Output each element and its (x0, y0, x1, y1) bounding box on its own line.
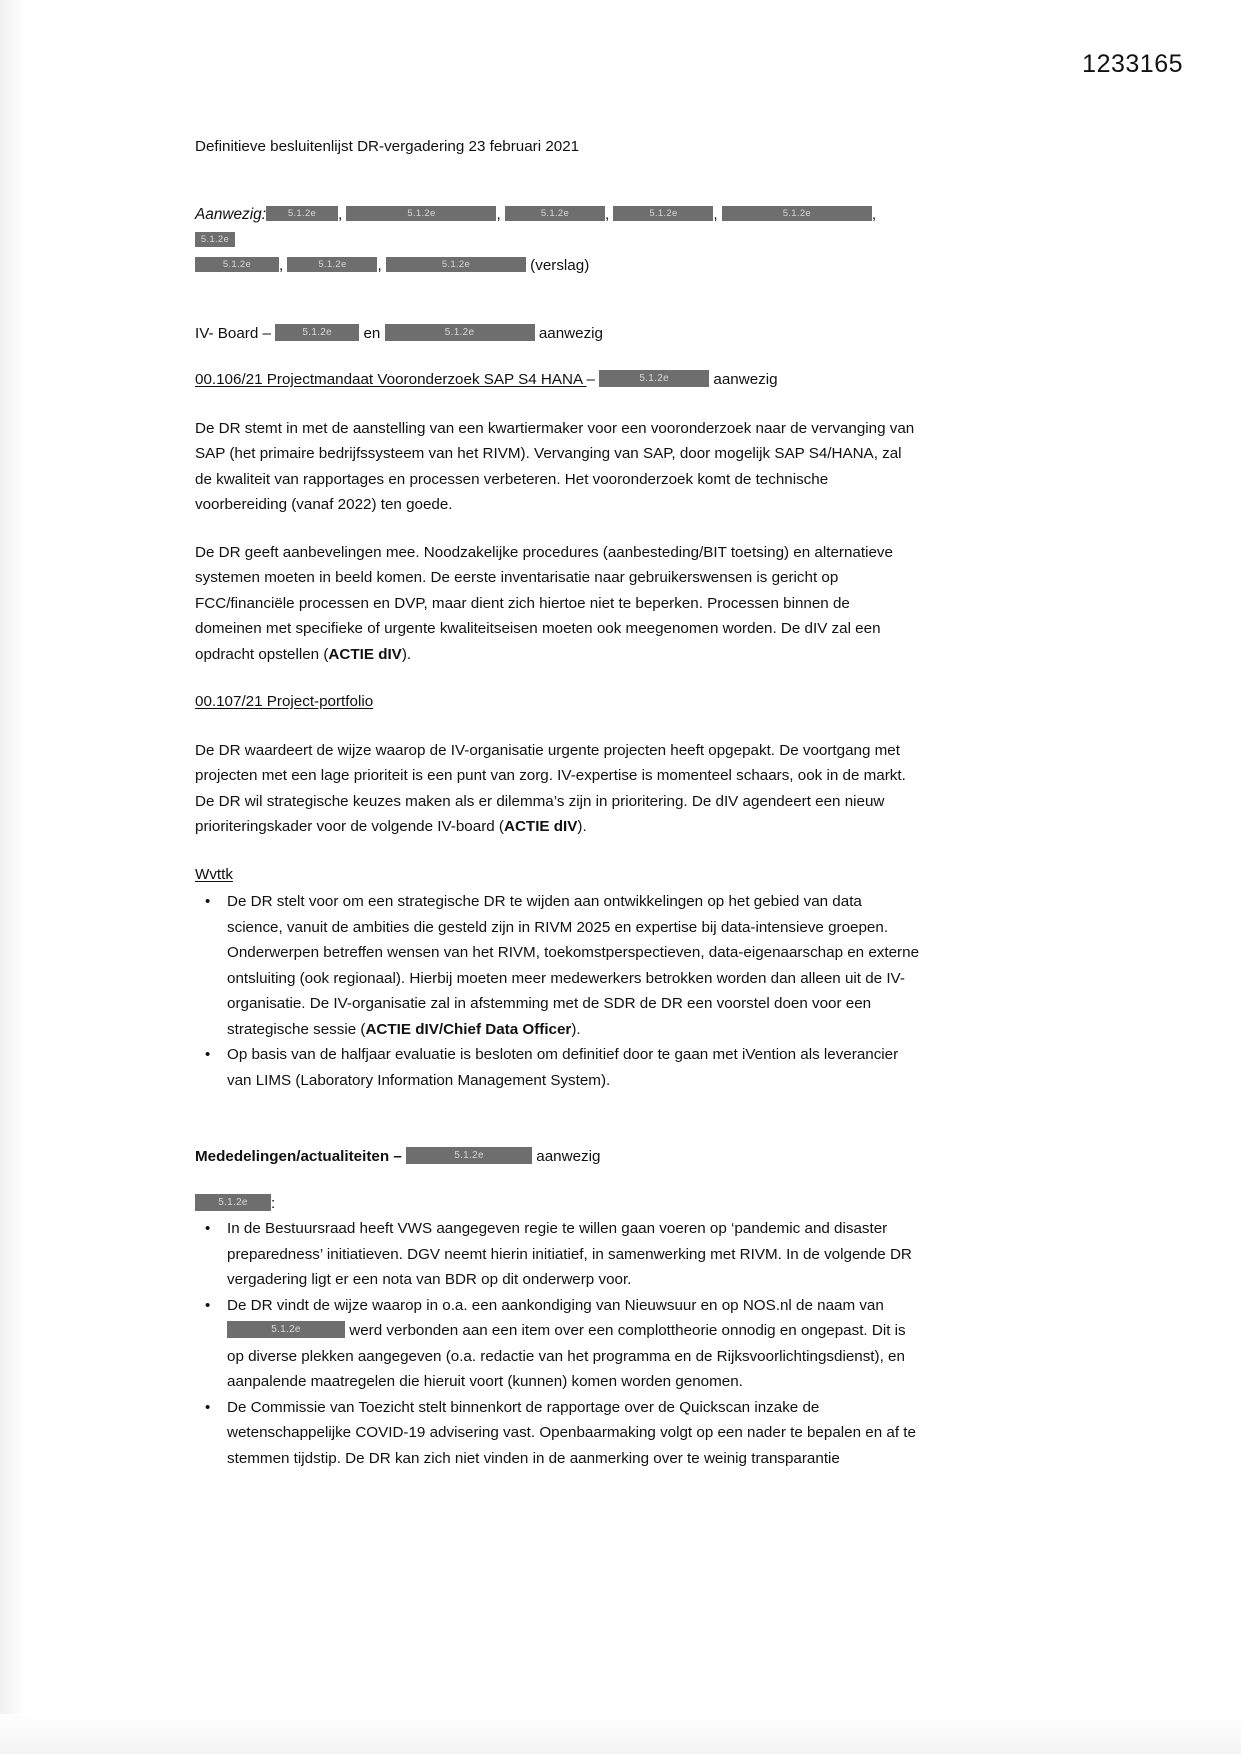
list-item (195, 889, 920, 1042)
item-107-heading-line (195, 689, 920, 715)
wvttk-heading-line (195, 862, 920, 888)
comma: , (338, 206, 343, 223)
item-106-paragraph-1: De DR stemt in met de aanstelling van een kwartiermaker voor een vooronderzoek naar de vervanging van SAP (het primaire bedrijfssysteem van het RIVM). Vervanging van SAP, door mogelijk SAP S4/HANA, zal de kwaliteit van rapportages en processen verbeteren. Het vooronderzoek komt de technische voorbereiding (vanaf 2022) ten goede. (195, 419, 915, 513)
heading-dash: – (586, 371, 595, 388)
redaction-block: 5.1.2e (287, 257, 377, 272)
attendance-label: Aanwezig: (195, 206, 267, 223)
document-number: 1233165 (1082, 50, 1183, 78)
bullet-text: De DR vindt de wijze waarop in o.a. een aankondiging van Nieuwsuur en op NOS.nl de naam van (227, 1296, 884, 1314)
wvttk-bullet-list (195, 889, 920, 1093)
item-107-paragraph (195, 738, 920, 840)
mededelingen-speaker-line (195, 1191, 920, 1217)
mededelingen-heading: Mededelingen/actualiteiten (195, 1148, 390, 1165)
item-106-paragraph-2 (195, 540, 920, 668)
document-body (195, 136, 920, 1471)
paragraph-text-tail: ). (577, 818, 587, 835)
iv-board-prefix: IV- Board – (195, 324, 271, 342)
redaction-block: 5.1.2e (386, 257, 526, 272)
redaction-block: 5.1.2e (227, 1321, 345, 1338)
scan-edge-left (0, 0, 26, 1754)
attendance-line-1 (195, 202, 920, 253)
list-item (195, 1293, 920, 1395)
mededelingen-bullet-list (195, 1216, 920, 1471)
redaction-block: 5.1.2e (505, 206, 605, 221)
spacer (195, 1123, 920, 1144)
paragraph-text: De DR waardeert de wijze waarop de IV-organisatie urgente projecten heeft opgepakt. De voortgang met projecten met een lage prioriteit is een punt van zorg. IV-expertise is momenteel schaars, ook in de markt. De DR wil strategische keuzes maken als er dilemma’s zijn in prioritering. De dIV agendeert een nieuw prioriteringskader voor de volgende IV-board ( (195, 741, 906, 835)
attendance-block (195, 202, 920, 279)
speaker-colon: : (271, 1194, 276, 1212)
spacer (195, 717, 920, 738)
redaction-block: 5.1.2e (195, 1194, 271, 1211)
list-item: • In de Bestuursraad heeft VWS aangegeven regie te willen gaan voeren op ‘pandemic and disaster preparedness’ initiatieven. DGV neemt hierin initiatief, in samenwerking met RIVM. In de volgende DR vergadering ligt er een nota van BDR op dit onderwerp voor. (195, 1216, 920, 1293)
item-106-heading-suffix: aanwezig (713, 371, 778, 388)
iv-board-line (195, 321, 920, 347)
list-item: • De Commissie van Toezicht stelt binnenkort de rapportage over de Quickscan inzake de wetenschappelijke COVID-19 advisering vast. Openbaarmaking volgt op een nader te bepalen en af te stemmen tijdstip. De DR kan zich niet vinden in de aanmerking over te weinig transparantie (195, 1395, 920, 1472)
comma: , (377, 257, 382, 274)
paragraph-text-tail: ). (401, 645, 412, 663)
item-106-heading-line (195, 367, 920, 393)
redaction-block: 5.1.2e (195, 257, 279, 272)
comma: , (713, 206, 718, 223)
comma: , (496, 206, 501, 223)
mededelingen-heading-suffix: aanwezig (536, 1148, 601, 1165)
spacer (195, 395, 920, 416)
redaction-block: 5.1.2e (346, 206, 496, 221)
redaction-block: 5.1.2e (613, 206, 713, 221)
paragraph-text: De DR geeft aanbevelingen mee. Noodzakelijke procedures (aanbesteding/BIT toetsing) en alternatieve systemen moeten in beeld komen. De eerste inventarisatie naar gebruikerswensen is gericht op FCC/financiële processen en DVP, maar dient zich hiertoe niet te beperken. Processen binnen de domeinen met specifieke of urgente kwaliteitseisen moeten ook meegenomen worden. De dIV zal een opdracht opstellen ( (195, 543, 893, 663)
redaction-block: 5.1.2e (195, 232, 235, 247)
redaction-block: 5.1.2e (266, 206, 338, 221)
iv-board-suffix: aanwezig (538, 324, 603, 342)
spacer (195, 279, 920, 309)
document-title: Definitieve besluitenlijst DR-vergadering 23 februari 2021 (195, 138, 580, 155)
comma: , (871, 206, 877, 223)
bullet-text-tail: ). (571, 1020, 581, 1038)
heading-dash: – (393, 1148, 402, 1165)
redaction-block: 5.1.2e (385, 324, 535, 341)
spacer (195, 346, 920, 367)
wvttk-heading: Wvttk (195, 865, 233, 883)
redaction-block: 5.1.2e (599, 370, 709, 387)
comma: , (279, 257, 284, 274)
bullet-text: De DR stelt voor om een strategische DR te wijden aan ontwikkelingen op het gebied van data science, vanuit de ambities die gesteld zijn in RIVM 2025 en expertise bij data-intensieve groepen. Onderwerpen betreffen wensen van het RIVM, toekomstperspectieven, data-eigenaarschap en externe ontsluiting (ook regionaal). Hierbij moeten meer medewerkers betrokken worden dan alleen uit de IV-organisatie. De IV-organisatie zal in afstemming met de SDR de DR een voorstel doen voor een strategische sessie ( (227, 893, 920, 1038)
item-106-heading: 00.106/21 Projectmandaat Vooronderzoek SAP S4 HANA (195, 371, 583, 388)
redaction-block: 5.1.2e (275, 324, 359, 341)
attendance-line-2 (195, 253, 920, 279)
redaction-block: 5.1.2e (406, 1147, 532, 1164)
redaction-block: 5.1.2e (722, 206, 872, 221)
mededelingen-heading-line (195, 1144, 920, 1170)
spacer (195, 309, 920, 321)
action-label: ACTIE dIV (504, 818, 578, 835)
scan-edge-bottom (0, 1714, 1241, 1754)
action-label: ACTIE dIV/Chief Data Officer (365, 1020, 572, 1038)
list-item: • Op basis van de halfjaar evaluatie is besloten om definitief door te gaan met iVention als leverancier van LIMS (Laboratory Information Management System). (195, 1042, 920, 1093)
verslag-note: (verslag) (530, 257, 590, 274)
spacer (195, 1093, 920, 1123)
action-label: ACTIE dIV (328, 645, 402, 663)
comma: , (604, 206, 610, 223)
item-107-heading: 00.107/21 Project-portfolio (195, 693, 374, 710)
iv-board-conjunction: en (363, 324, 381, 342)
spacer (195, 1170, 920, 1191)
bullet-text-tail: werd verbonden aan een item over een complottheorie onnodig en ongepast. Dit is op diverse plekken aangegeven (o.a. redactie van het programma en de Rijksvoorlichtingsdienst), en aanpalende maatregelen die hieruit voort (kunnen) komen worden genomen. (227, 1322, 906, 1390)
